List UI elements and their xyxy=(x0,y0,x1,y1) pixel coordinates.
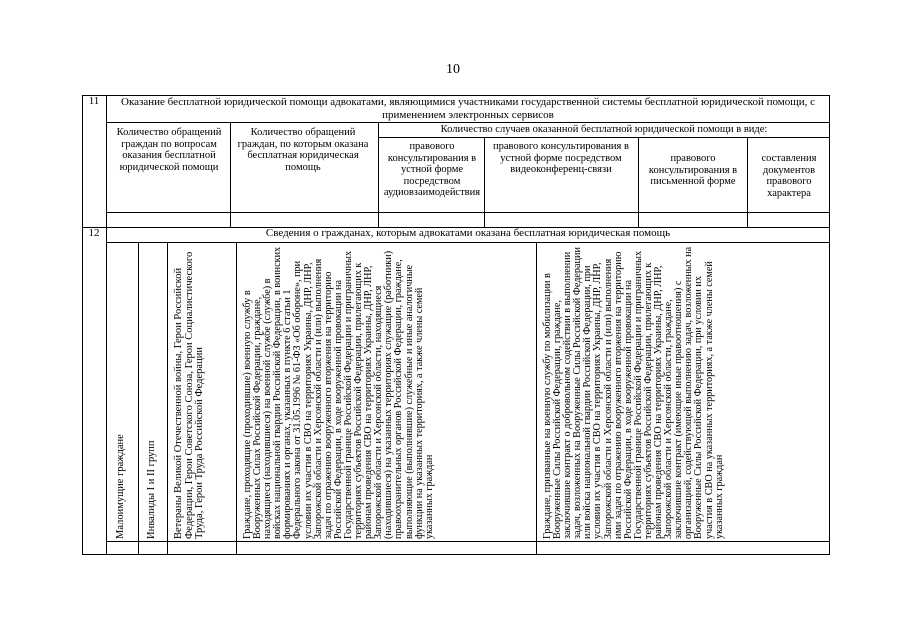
header-consult-video: правового консультирования в устной форме посредством видеоконференц-связи xyxy=(493,141,629,176)
header-consult-written: правового консультирования в письменной форме xyxy=(648,153,738,188)
row-number-12: 12 xyxy=(88,227,100,239)
page-number: 10 xyxy=(446,62,460,77)
table-rule xyxy=(230,122,231,228)
header-cases: Количество случаев оказанной бесплатной юридической помощи в виде: xyxy=(440,124,768,135)
column-servicemen-label: Граждане, проходящие (проходившие) военную службу в Вооруженных Силах Российской Федерации, граждане, находящиеся (находившиеся) на военной службе (службе) в войсках национальной гвардии Российской Федерации, в воинских формированиях и органах, указанных в пункте 6 статьи 1 Федерального закона от 31.05.1996 № 61-ФЗ «Об обороне», при условии их участия в СВО на территориях Украины, ДНР, ЛНР, Запорожской области и Херсонской области и (или) выполнения задач по отражению вооруженного вторжения на территорию Российской Федерации, в ходе вооруженной провокации на Государственной границе Российской Федерации и приграничных территориях субъектов Российской Федерации, прилегающих к районам проведения СВО на территориях Украины, ДНР, ЛНР, Запорожской области и Херсонской области, находящиеся (находившиеся) на указанных территориях служащие (работники) правоохранительных органов Российской Федерации, граждане, выполняющие (выполнявшие) служебные и иные аналогичные функции на указанных территориях, а также члены семей указанных граждан xyxy=(242,246,435,539)
header-citizens-provided: Количество обращений граждан, по которым оказана бесплатная юридическая помощь xyxy=(237,127,369,173)
table-border-right xyxy=(829,95,830,555)
column-disabled-label: Инвалиды I и II групп xyxy=(146,440,157,539)
row-number-11: 11 xyxy=(88,95,100,107)
table-border-left xyxy=(82,95,83,555)
column-low-income-label: Малоимущие граждане xyxy=(115,434,126,539)
statistics-table xyxy=(82,95,830,555)
header-documents: составления документов правового характера xyxy=(761,153,817,199)
column-disabled xyxy=(139,243,167,541)
column-veterans-heroes xyxy=(168,243,236,541)
table-rule xyxy=(747,137,748,228)
table-rule xyxy=(378,137,830,138)
column-servicemen xyxy=(237,243,536,541)
column-mobilized-label: Граждане, призванные на военную службу по мобилизации в Вооруженные Силы Российской Федерации, граждане, заключившие контракт о добровольном содействии в выполнении задач, возложенных на Вооруженные Силы Российской Федерации или войска национальной гвардии Российской Федерации, при условии их участия в СВО на территориях Украины, ДНР, ЛНР, Запорожской области и Херсонской области и (или) выполнения ими задач по отражению вооруженного вторжения на территорию Российской Федерации, в ходе вооруженной провокации на Государственной границе Российской Федерации и приграничных территориях субъектов Российской Федерации, прилегающих к районам проведения СВО на территориях Украины, ДНР, ЛНР, Запорожской области и Херсонской области, граждане, заключившие контракт (имеющие иные правоотношения) с организацией, содействующей выполнению задач, возложенных на Вооруженные Силы Российской Федерации, при условии их участия в СВО на указанных территориях, а также члены семей указанных граждан xyxy=(542,246,725,539)
section-11-title: Оказание бесплатной юридической помощи адвокатами, являющимися участниками государственной системы бесплатной юридической помощи, с применением электронных сервисов xyxy=(121,96,815,121)
header-consult-audio: правового консультирования в устной форме посредством аудиовзаимодействия xyxy=(383,141,481,199)
table-border-bottom xyxy=(82,554,830,555)
header-citizens-questions: Количество обращений граждан по вопросам оказания бесплатной юридической помощи xyxy=(116,127,222,173)
table-rule xyxy=(378,122,379,228)
table-rule xyxy=(106,541,830,542)
table-rule xyxy=(638,137,639,228)
table-rule xyxy=(106,122,830,123)
column-mobilized xyxy=(537,243,829,541)
column-veterans-heroes-label: Ветераны Великой Отечественной войны, Герои Российской Федерации, Герои Советского Союза, Герои Социалистического Труда, Герои Труда Российской Федерации xyxy=(173,251,206,539)
section-12-title: Сведения о гражданах, которым адвокатами оказана бесплатная юридическая помощь xyxy=(265,227,671,239)
table-rule xyxy=(484,137,485,228)
column-low-income xyxy=(107,243,138,541)
table-rule xyxy=(106,212,830,213)
